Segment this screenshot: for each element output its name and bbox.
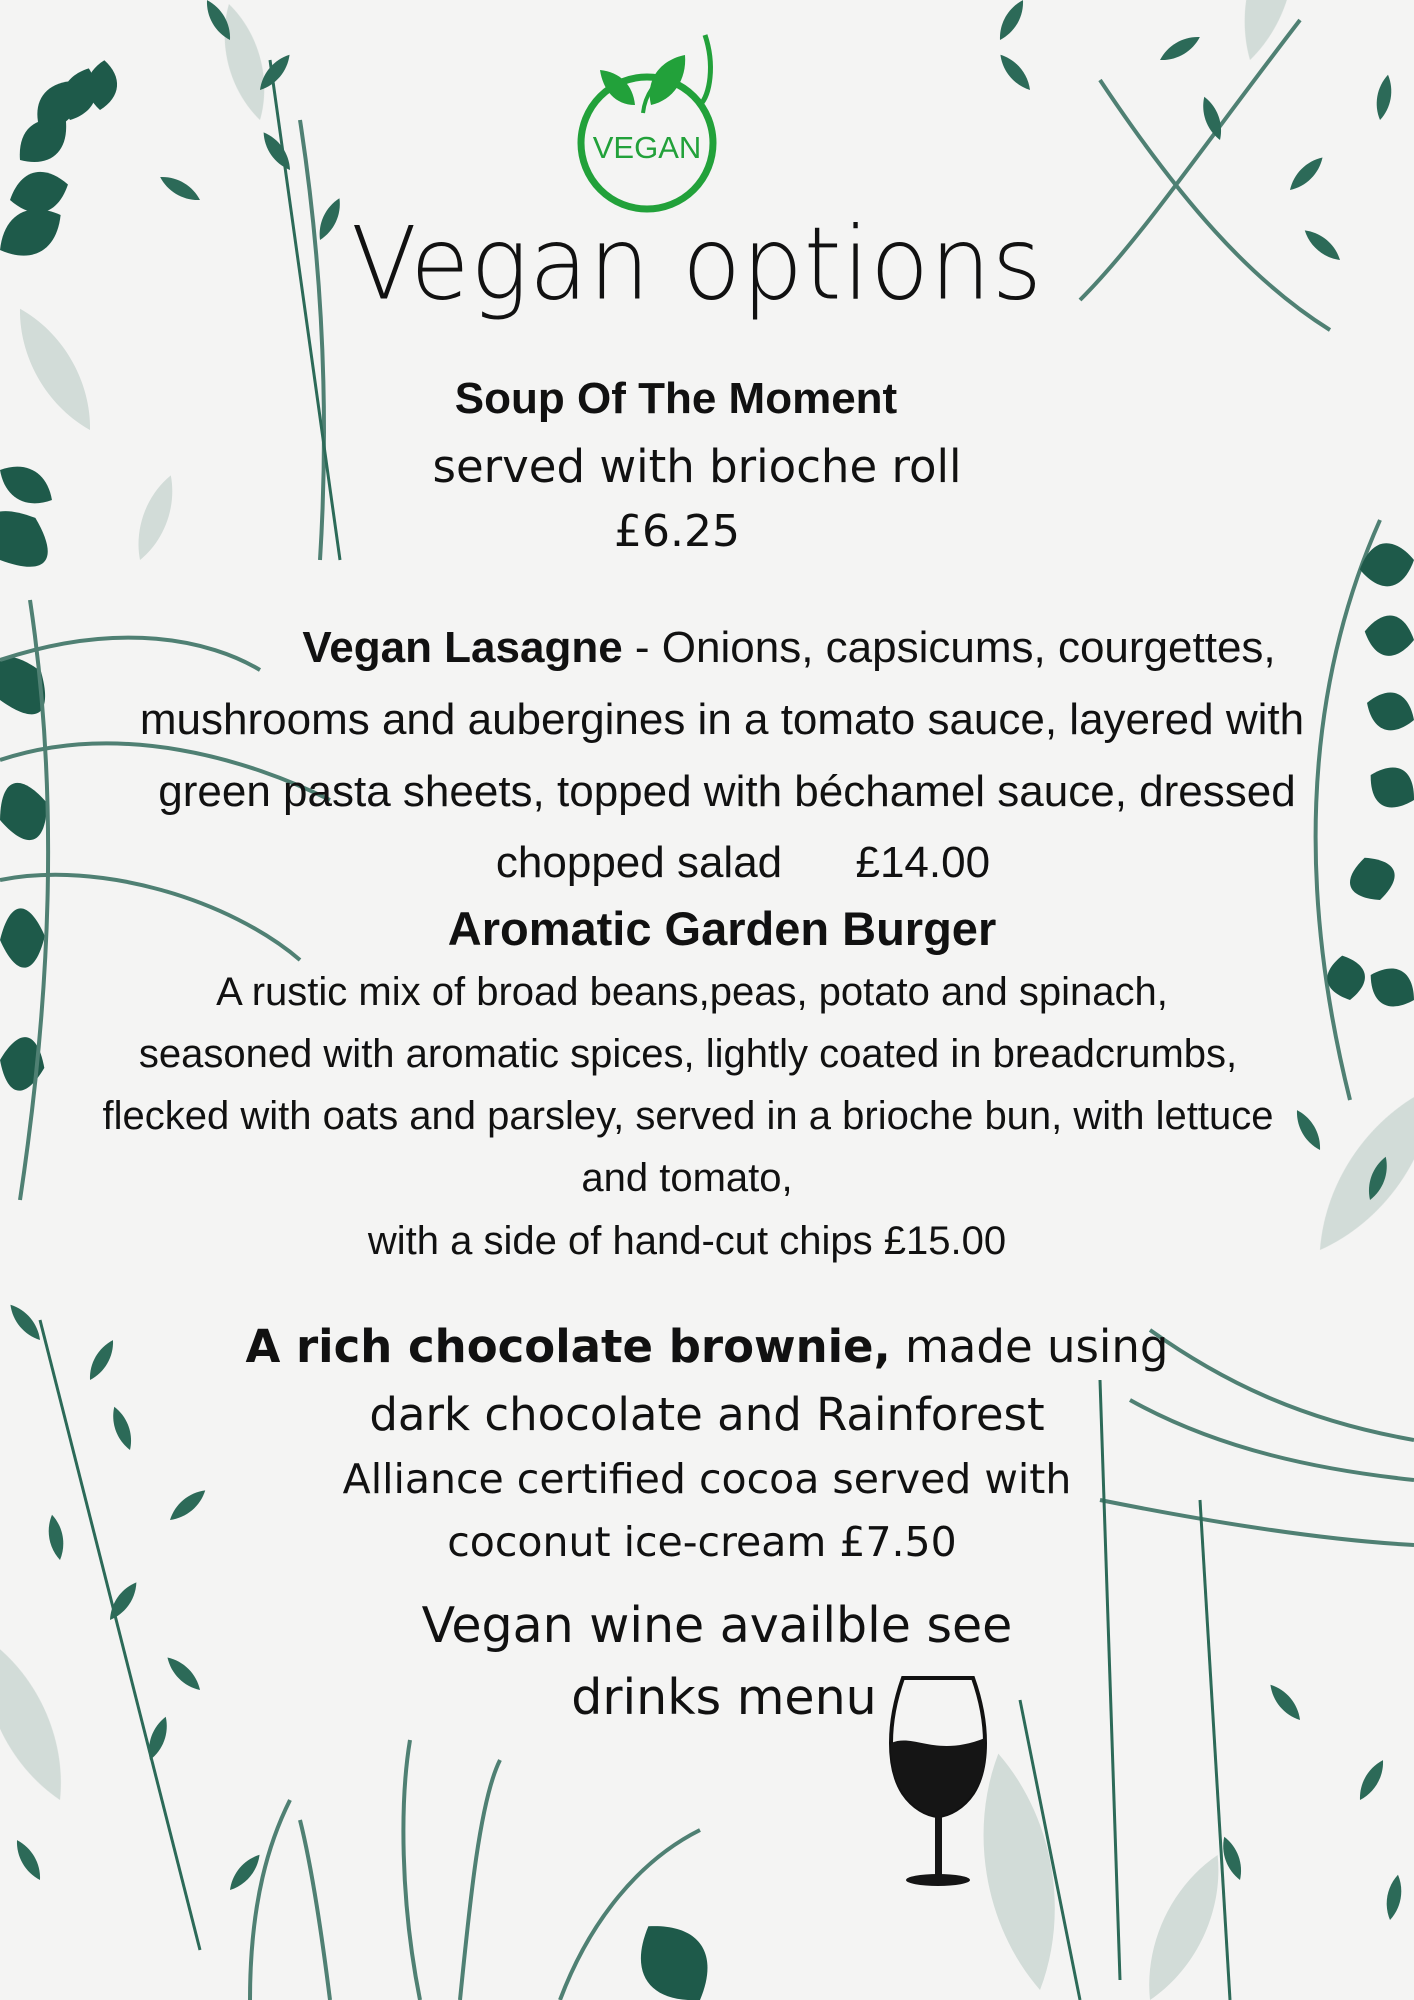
lasagne-line-1 <box>82 623 1414 673</box>
brownie-desc-start: made using <box>890 1320 1169 1373</box>
vegan-leaf-logo-icon <box>565 25 735 215</box>
soup-description: served with brioche roll <box>432 440 962 493</box>
logo-text: VEGAN <box>592 130 702 165</box>
brownie-line-3: Alliance certified cocoa served with <box>342 1455 1072 1503</box>
wine-glass-icon <box>885 1673 990 1893</box>
wine-note-line-1: Vegan wine availble see <box>421 1597 1013 1654</box>
burger-line-5-price: with a side of hand-cut chips £15.00 <box>367 1219 1007 1263</box>
page-title-text: Vegan options <box>351 205 1043 323</box>
lasagne-line-3: green pasta sheets, topped with béchamel sauce, dressed <box>158 767 1296 816</box>
burger-name: Aromatic Garden Burger <box>447 902 997 955</box>
burger-line-3: flecked with oats and parsley, served in a brioche bun, with lettuce <box>102 1094 1274 1138</box>
burger-line-4: and tomato, <box>581 1156 793 1200</box>
brownie-line-2: dark chocolate and Rainforest <box>369 1388 1045 1441</box>
wine-note-line-2: drinks menu <box>571 1669 877 1726</box>
brownie-line-4-price: coconut ice-cream £7.50 <box>447 1518 957 1566</box>
soup-name: Soup Of The Moment <box>454 374 898 423</box>
burger-line-2: seasoned with aromatic spices, lightly coated in breadcrumbs, <box>138 1032 1238 1076</box>
brownie-line-1 <box>0 1320 1414 1373</box>
page-title <box>0 205 1404 323</box>
lasagne-line-2: mushrooms and aubergines in a tomato sauce, layered with <box>139 695 1305 744</box>
lasagne-line-4-price: chopped salad £14.00 <box>495 838 991 887</box>
lasagne-desc-start: - Onions, capsicums, courgettes, <box>622 623 1276 672</box>
soup-price: £6.25 <box>614 506 740 557</box>
lasagne-name: Vegan Lasagne <box>302 623 623 672</box>
burger-line-1: A rustic mix of broad beans,peas, potato and spinach, <box>216 970 1168 1014</box>
brownie-name: A rich chocolate brownie, <box>245 1320 891 1373</box>
